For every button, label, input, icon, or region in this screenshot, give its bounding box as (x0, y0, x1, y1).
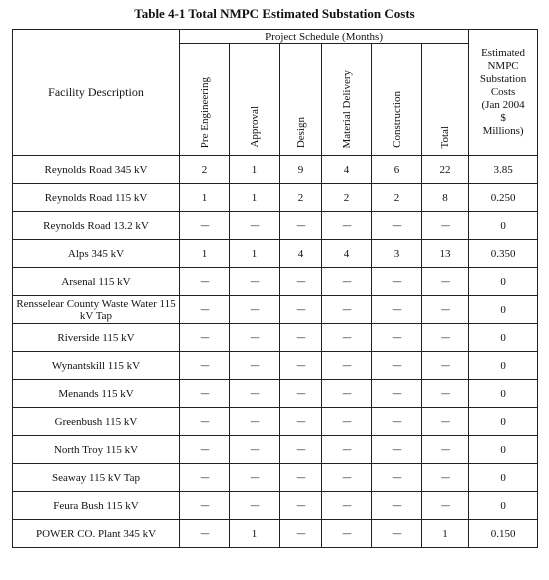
cost-cell: 0 (469, 324, 538, 352)
schedule-cell: 1 (230, 184, 280, 212)
schedule-cell: ----- (372, 324, 422, 352)
cost-cell: 0 (469, 212, 538, 240)
schedule-cell: ----- (422, 324, 469, 352)
schedule-cell: ----- (230, 492, 280, 520)
facility-cell: Greenbush 115 kV (13, 408, 180, 436)
schedule-cell: 2 (180, 156, 230, 184)
schedule-cell: ----- (230, 352, 280, 380)
schedule-cell: ----- (280, 380, 322, 408)
cost-cell: 0 (469, 296, 538, 324)
schedule-cell: ----- (422, 464, 469, 492)
schedule-cell: ----- (322, 492, 372, 520)
schedule-cell: ----- (422, 212, 469, 240)
schedule-cell: ----- (180, 380, 230, 408)
schedule-cell: 4 (280, 240, 322, 268)
table-row (13, 352, 538, 380)
table-title: Table 4-1 Total NMPC Estimated Substation Costs (134, 6, 415, 21)
table-row (13, 492, 538, 520)
schedule-cell: ----- (280, 436, 322, 464)
schedule-cell: 3 (372, 240, 422, 268)
estimated-cost-header-line: NMPC (487, 60, 519, 72)
schedule-cell: ----- (372, 408, 422, 436)
schedule-cell: ----- (230, 408, 280, 436)
schedule-cell: 1 (230, 156, 280, 184)
cost-cell: 0 (469, 436, 538, 464)
schedule-cell: 2 (322, 184, 372, 212)
schedule-cell: ----- (372, 464, 422, 492)
schedule-cell: ----- (280, 492, 322, 520)
schedule-cell: ----- (422, 408, 469, 436)
estimated-cost-header (469, 30, 538, 156)
schedule-cell: ----- (280, 352, 322, 380)
substation-costs-table (12, 29, 538, 548)
facility-cell: Wynantskill 115 kV (13, 352, 180, 380)
cost-cell: 0 (469, 408, 538, 436)
schedule-cell: 2 (372, 184, 422, 212)
schedule-cell: ----- (422, 380, 469, 408)
schedule-cell: 1 (180, 184, 230, 212)
schedule-cell: ----- (180, 324, 230, 352)
table-row (13, 268, 538, 296)
table-row (13, 436, 538, 464)
schedule-cell: 1 (180, 240, 230, 268)
estimated-cost-header-line: $ (500, 112, 506, 124)
schedule-cell: ----- (322, 296, 372, 324)
cost-cell: 0 (469, 464, 538, 492)
schedule-cell: ----- (322, 212, 372, 240)
schedule-cell: 9 (280, 156, 322, 184)
table-row (13, 296, 538, 324)
schedule-cell: 6 (372, 156, 422, 184)
facility-cell: Reynolds Road 345 kV (13, 156, 180, 184)
schedule-cell: ----- (230, 436, 280, 464)
facility-cell: Arsenal 115 kV (13, 268, 180, 296)
schedule-cell: ----- (422, 492, 469, 520)
cost-cell: 0 (469, 492, 538, 520)
schedule-cell: ----- (230, 212, 280, 240)
schedule-cell: 1 (230, 240, 280, 268)
schedule-cell: 2 (280, 184, 322, 212)
facility-cell: Riverside 115 kV (13, 324, 180, 352)
schedule-cell: ----- (180, 408, 230, 436)
schedule-cell: ----- (230, 380, 280, 408)
schedule-cell: ----- (422, 296, 469, 324)
approval-header: Approval (230, 44, 280, 156)
schedule-cell: ----- (422, 436, 469, 464)
table-row (13, 464, 538, 492)
table-row (13, 240, 538, 268)
schedule-cell: 1 (230, 520, 280, 548)
facility-cell: Feura Bush 115 kV (13, 492, 180, 520)
schedule-cell: ----- (372, 212, 422, 240)
schedule-cell: ----- (280, 212, 322, 240)
estimated-cost-header-line: Substation (479, 73, 527, 85)
schedule-cell: ----- (372, 520, 422, 548)
table-row (13, 408, 538, 436)
table-row (13, 324, 538, 352)
schedule-cell: ----- (180, 268, 230, 296)
schedule-cell: ----- (422, 352, 469, 380)
estimated-cost-header-line: Millions) (482, 125, 524, 137)
schedule-cell: ----- (280, 464, 322, 492)
schedule-cell: ----- (280, 408, 322, 436)
facility-cell: Reynolds Road 13.2 kV (13, 212, 180, 240)
facility-cell: North Troy 115 kV (13, 436, 180, 464)
schedule-cell: ----- (180, 492, 230, 520)
estimated-cost-header-line: Costs (490, 86, 516, 98)
schedule-cell: ----- (372, 268, 422, 296)
schedule-cell: 22 (422, 156, 469, 184)
schedule-cell: ----- (422, 268, 469, 296)
pre-engineering-header: Pre Engineering (180, 44, 230, 156)
cost-cell: 3.85 (469, 156, 538, 184)
facility-cell: Reynolds Road 115 kV (13, 184, 180, 212)
schedule-cell: 1 (422, 520, 469, 548)
material-delivery-header: Material Delivery (322, 44, 372, 156)
design-header: Design (280, 44, 322, 156)
table-header (13, 30, 538, 156)
schedule-cell: ----- (280, 296, 322, 324)
schedule-cell: ----- (322, 464, 372, 492)
table-body (13, 156, 538, 548)
schedule-cell: ----- (372, 436, 422, 464)
cost-cell: 0.150 (469, 520, 538, 548)
estimated-cost-header-line: (Jan 2004 (481, 99, 525, 111)
schedule-cell: ----- (322, 520, 372, 548)
schedule-cell: ----- (372, 352, 422, 380)
cost-cell: 0 (469, 380, 538, 408)
table-row (13, 212, 538, 240)
project-schedule-header: Project Schedule (Months) (180, 30, 469, 44)
schedule-cell: ----- (322, 324, 372, 352)
schedule-cell: ----- (372, 296, 422, 324)
cost-cell: 0 (469, 268, 538, 296)
schedule-cell: ----- (180, 464, 230, 492)
schedule-cell: ----- (322, 380, 372, 408)
schedule-cell: ----- (280, 324, 322, 352)
schedule-cell: ----- (230, 296, 280, 324)
total-header: Total (422, 44, 469, 156)
cost-cell: 0.250 (469, 184, 538, 212)
schedule-cell: ----- (180, 296, 230, 324)
facility-cell: Seaway 115 kV Tap (13, 464, 180, 492)
table-row (13, 156, 538, 184)
schedule-cell: 4 (322, 156, 372, 184)
facility-cell: POWER CO. Plant 345 kV (13, 520, 180, 548)
schedule-cell: ----- (372, 380, 422, 408)
cost-cell: 0 (469, 352, 538, 380)
schedule-cell: ----- (180, 436, 230, 464)
facility-cell: Rensselear County Waste Water 115 kV Tap (13, 296, 180, 324)
schedule-cell: ----- (230, 464, 280, 492)
schedule-cell: ----- (180, 352, 230, 380)
table-row (13, 184, 538, 212)
schedule-cell: ----- (322, 436, 372, 464)
schedule-cell: 8 (422, 184, 469, 212)
table-row (13, 380, 538, 408)
facility-cell: Menands 115 kV (13, 380, 180, 408)
schedule-cell: 4 (322, 240, 372, 268)
cost-cell: 0.350 (469, 240, 538, 268)
facility-description-header: Facility Description (13, 30, 180, 156)
facility-cell: Alps 345 kV (13, 240, 180, 268)
table-row (13, 520, 538, 548)
schedule-cell: ----- (230, 324, 280, 352)
construction-header: Construction (372, 44, 422, 156)
schedule-cell: ----- (280, 268, 322, 296)
schedule-cell: ----- (322, 352, 372, 380)
schedule-cell: ----- (322, 268, 372, 296)
estimated-cost-header-line: Estimated (481, 47, 526, 59)
schedule-cell: ----- (230, 268, 280, 296)
schedule-cell: ----- (372, 492, 422, 520)
schedule-cell: 13 (422, 240, 469, 268)
schedule-cell: ----- (322, 408, 372, 436)
schedule-cell: ----- (180, 520, 230, 548)
schedule-cell: ----- (180, 212, 230, 240)
schedule-cell: ----- (280, 520, 322, 548)
